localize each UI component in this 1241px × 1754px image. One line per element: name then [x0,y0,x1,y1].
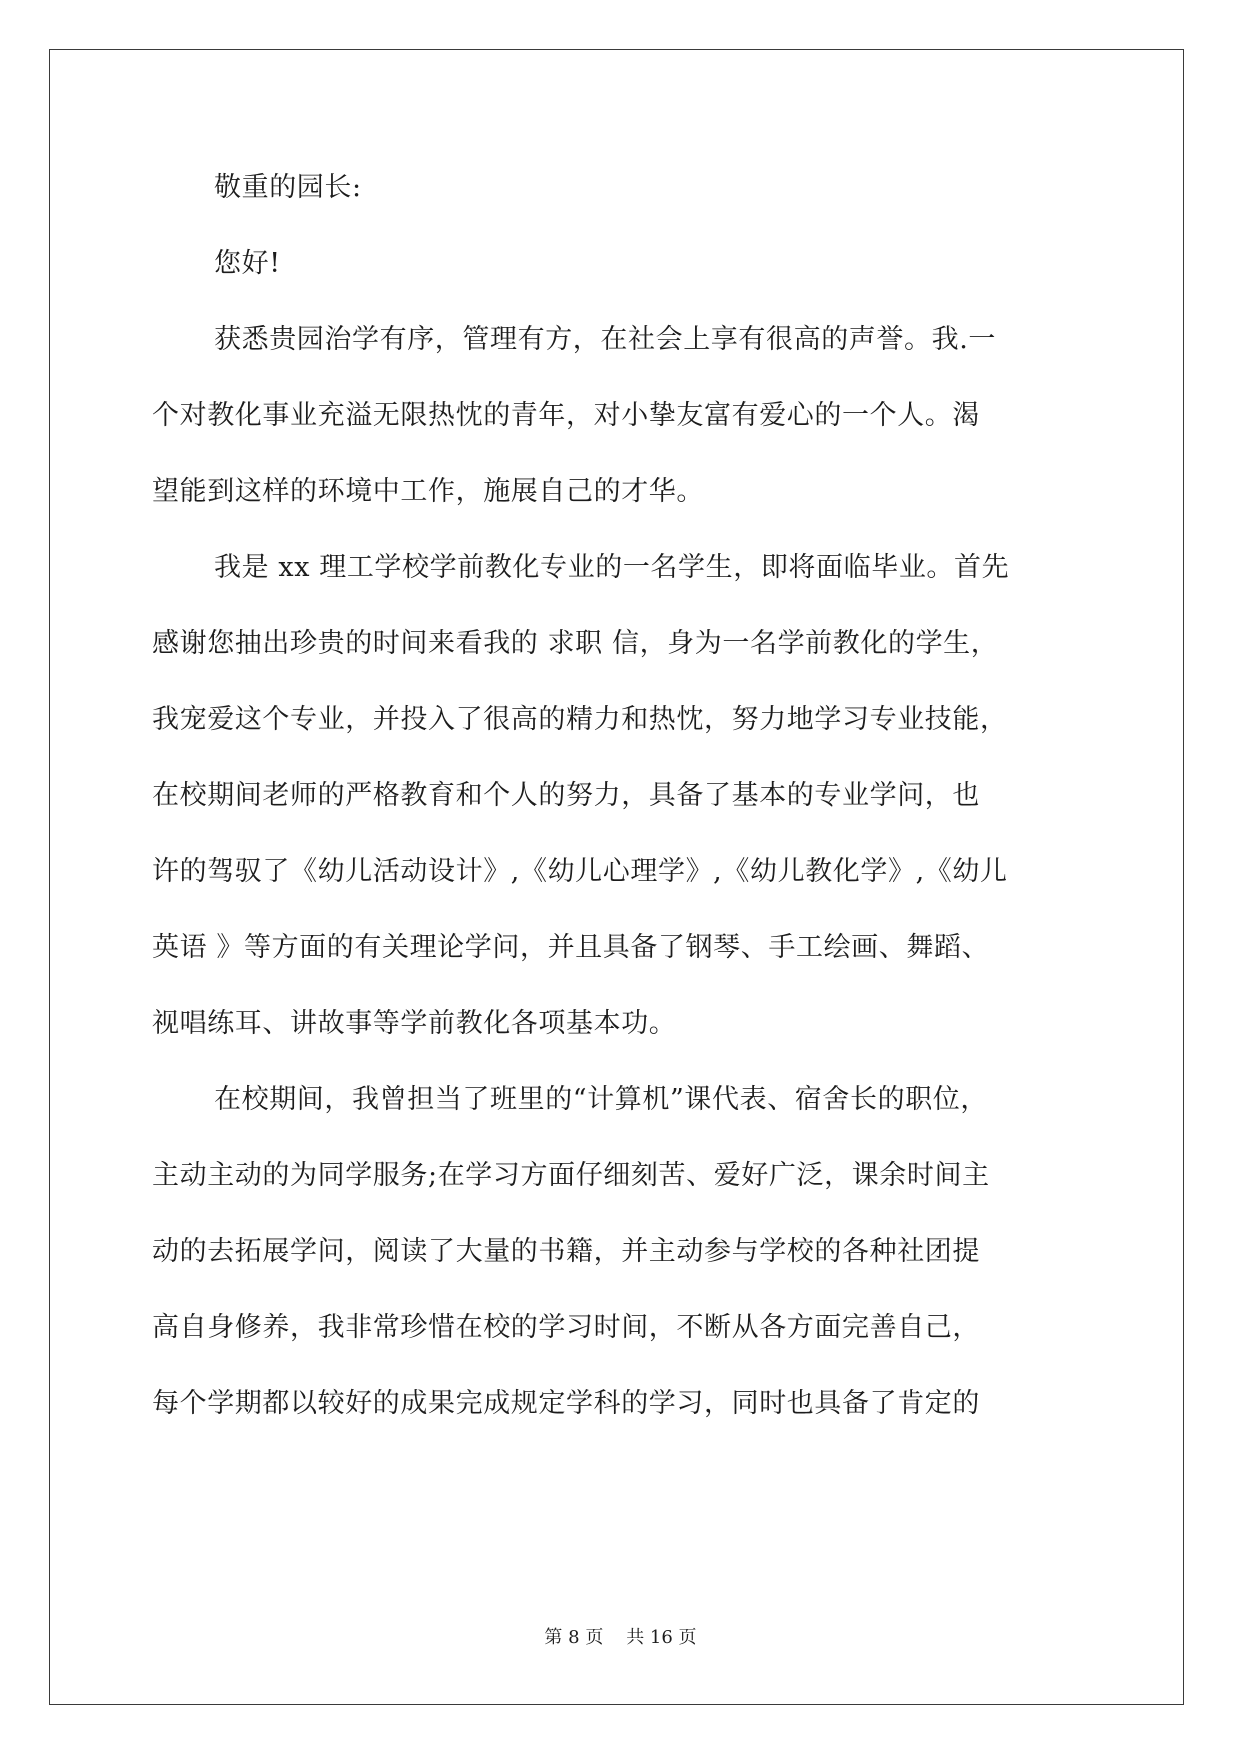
paragraph-2-line-5: 许的驾驭了《幼儿活动设计》,《幼儿心理学》,《幼儿教化学》,《幼儿 [152,856,1008,887]
paragraph-1-line-3: 望能到这样的环境中工作，施展自己的才华。 [152,476,704,507]
paragraph-1-line-1: 获悉贵园治学有序，管理有方，在社会上享有很高的声誉。我.一 [214,324,996,355]
paragraph-2-line-6: 英语 》等方面的有关理论学问，并且具备了钢琴、手工绘画、舞蹈、 [152,932,990,963]
paragraph-3-line-2: 主动主动的为同学服务;在学习方面仔细刻苦、爱好广泛，课余时间主 [152,1160,990,1191]
paragraph-3-line-1: 在校期间，我曾担当了班里的“计算机”课代表、宿舍长的职位， [214,1084,989,1115]
paragraph-3-line-4: 高自身修养，我非常珍惜在校的学习时间，不断从各方面完善自己， [152,1312,980,1343]
paragraph-2-line-7: 视唱练耳、讲故事等学前教化各项基本功。 [152,1008,677,1039]
paragraph-2-line-1: 我是 xx 理工学校学前教化专业的一名学生，即将面临毕业。首先 [214,552,1010,583]
paragraph-2-line-2: 感谢您抽出珍贵的时间来看我的 求职 信，身为一名学前教化的学生， [152,628,999,659]
page-number-footer: 第 8 页 共 16 页 [544,1627,697,1648]
paragraph-2-line-3: 我宠爱这个专业，并投入了很高的精力和热忱，努力地学习专业技能， [152,704,1008,735]
paragraph-3-line-3: 动的去拓展学问，阅读了大量的书籍，并主动参与学校的各种社团提 [152,1236,980,1267]
salutation-line: 敬重的园长: [214,172,362,203]
paragraph-2-line-4: 在校期间老师的严格教育和个人的努力，具备了基本的专业学问，也 [152,780,980,811]
paragraph-1-line-2: 个对教化事业充溢无限热忱的青年，对小挚友富有爱心的一个人。渴 [152,400,980,431]
greeting-line: 您好! [214,248,281,279]
paragraph-3-line-5: 每个学期都以较好的成果完成规定学科的学习，同时也具备了肯定的 [152,1388,980,1419]
